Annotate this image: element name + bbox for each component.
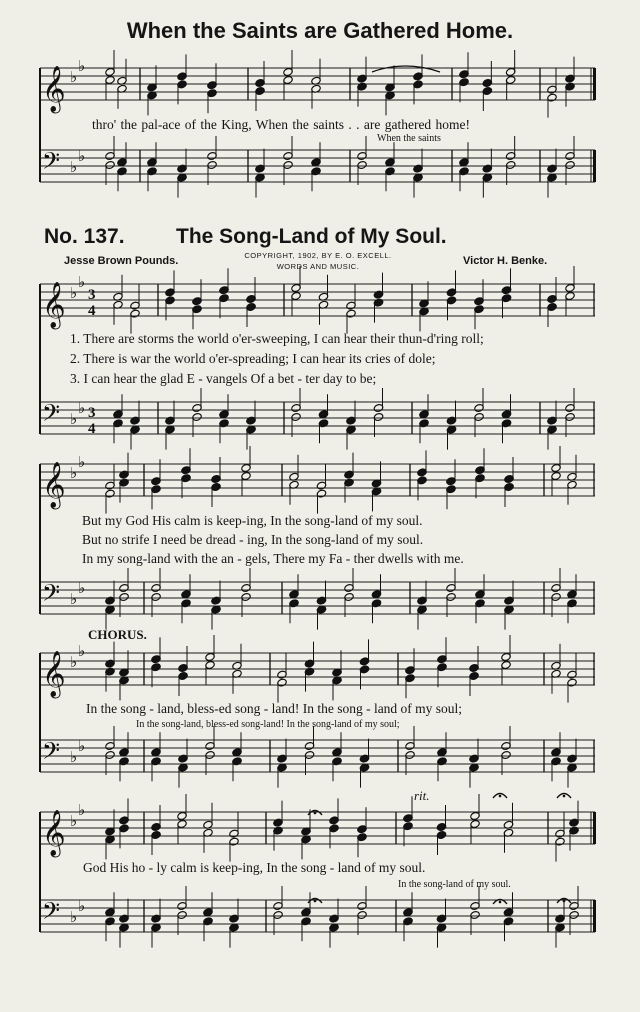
flat-icon: ♭ (78, 275, 86, 291)
flat-icon: ♭ (70, 750, 78, 766)
top-bass-lyric: When the saints (377, 133, 441, 144)
chorus-label: CHORUS. (88, 627, 147, 642)
section-title: When the Saints are Gathered Home. (126, 18, 514, 43)
composer: Victor H. Benke. (463, 255, 548, 267)
flat-icon: ♭ (78, 739, 86, 755)
verse-line-1-2: 2. There is war the world o'er-spreading; I can hear its cries of dole; (70, 351, 436, 366)
treble-clef-icon: 𝄞 (42, 66, 66, 112)
time-signature: 3 (88, 287, 96, 303)
bass-clef-icon: 𝄢 (42, 737, 61, 770)
bass-clef-icon: 𝄢 (42, 897, 61, 930)
ritardando-mark: rit. (414, 788, 430, 803)
treble-clef-icon: 𝄞 (42, 810, 66, 856)
time-signature: 4 (88, 303, 96, 319)
flat-icon: ♭ (70, 412, 78, 428)
flat-icon: ♭ (70, 814, 78, 830)
flat-icon: ♭ (78, 803, 86, 819)
flat-icon: ♭ (78, 899, 86, 915)
fermata-dot (499, 901, 502, 904)
copyright-line-2: WORDS AND MUSIC. (276, 262, 360, 271)
fermata-dot (314, 812, 317, 815)
flat-icon: ♭ (78, 149, 86, 165)
copyright-line-1: COPYRIGHT, 1902, BY E. O. EXCELL. (244, 251, 392, 260)
treble-clef-icon: 𝄞 (42, 282, 66, 328)
copyright-notice (228, 250, 408, 272)
tie (372, 66, 440, 72)
flat-icon: ♭ (70, 160, 78, 176)
bass-clef-icon: 𝄢 (42, 579, 61, 612)
verse-line-2-3: In my song-land with the an - gels, There my Fa - ther dwells with me. (82, 551, 464, 566)
flat-icon: ♭ (70, 466, 78, 482)
top-lyric: thro' the pal-ace of the King, When the saints . . are gathered home! (92, 117, 471, 132)
flat-icon: ♭ (70, 655, 78, 671)
flat-icon: ♭ (78, 401, 86, 417)
flat-icon: ♭ (70, 592, 78, 608)
final-barline (593, 150, 596, 182)
final-barline (593, 812, 596, 844)
flat-icon: ♭ (70, 286, 78, 302)
treble-clef-icon: 𝄞 (42, 651, 66, 697)
fermata-dot (563, 900, 566, 903)
flat-icon: ♭ (78, 581, 86, 597)
time-signature: 3 (88, 405, 96, 421)
flat-icon: ♭ (70, 70, 78, 86)
chorus-lyric-2: God His ho - ly calm is keep-ing, In the song - land of my soul. (83, 860, 426, 875)
final-barline (593, 68, 596, 100)
time-signature: 4 (88, 421, 96, 437)
fermata-dot (499, 795, 502, 798)
hymn-title: The Song-Land of My Soul. (176, 225, 447, 248)
verse-line-1-3: 3. I can hear the glad E - vangels Of a bet - ter day to be; (70, 371, 377, 386)
hymn-number: No. 137. (44, 225, 125, 248)
chorus-bass-lyric-2: In the song-land of my soul. (398, 879, 511, 890)
bass-clef-icon: 𝄢 (42, 147, 61, 180)
bass-clef-icon: 𝄢 (42, 399, 61, 432)
flat-icon: ♭ (78, 59, 86, 75)
flat-icon: ♭ (78, 644, 86, 660)
treble-clef-icon: 𝄞 (42, 462, 66, 508)
fermata-dot (563, 795, 566, 798)
verse-line-2-2: But no strife I need be dread - ing, In the song-land of my soul. (82, 532, 424, 547)
flat-icon: ♭ (78, 455, 86, 471)
final-barline (593, 900, 596, 932)
flat-icon: ♭ (70, 910, 78, 926)
fermata-dot (314, 900, 317, 903)
lyricist: Jesse Brown Pounds. (64, 255, 179, 267)
verse-line-2-1: But my God His calm is keep-ing, In the song-land of my soul. (82, 513, 423, 528)
chorus-bass-lyric-1: In the song-land, bless-ed song-land! In the song-land of my soul; (136, 719, 400, 730)
chorus-lyric-1: In the song - land, bless-ed song - land! In the song - land of my soul; (86, 701, 463, 716)
verse-line-1-1: 1. There are storms the world o'er-sweeping, I can hear their thun-d'ring roll; (70, 331, 484, 346)
